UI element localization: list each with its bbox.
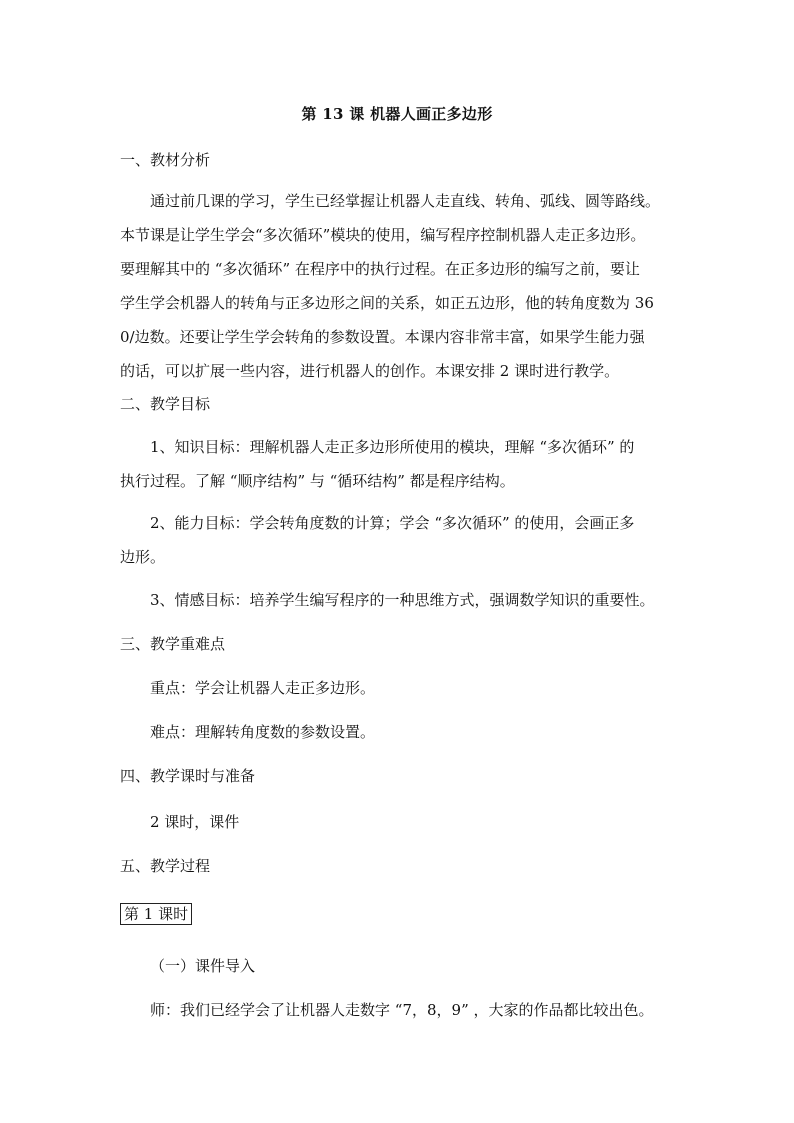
paragraph-line: 的话，可以扩展一些内容，进行机器人的创作。本课安排 2 课时进行教学。: [120, 362, 620, 380]
period-label-box: [120, 903, 192, 925]
subheading-intro: （一）课件导入: [150, 957, 256, 975]
paragraph-line: 学生学会机器人的转角与正多边形之间的关系，如正五边形，他的转角度数为 36: [120, 294, 654, 312]
goal-emotion: 3、情感目标：培养学生编写程序的一种思维方式，强调数学知识的重要性。: [150, 591, 655, 609]
paragraph-line: 要理解其中的 “多次循环” 在程序中的执行过程。在正多边形的编写之前，要让: [120, 260, 640, 278]
period-label: 第 1 课时: [120, 903, 192, 925]
goal-ability: [120, 506, 680, 574]
paragraph-line: 通过前几课的学习，学生已经掌握让机器人走直线、转角、弧线、圆等路线。: [150, 192, 661, 210]
paragraph-line: 边形。: [120, 548, 166, 566]
difficult-point: 难点：理解转角度数的参数设置。: [150, 723, 376, 741]
paragraph-line: 1、知识目标：理解机器人走正多边形所使用的模块，理解 “多次循环” 的: [150, 438, 635, 456]
teacher-line: 师：我们已经学会了让机器人走数字 “7，8，9” ，大家的作品都比较出色。: [150, 1001, 654, 1019]
paragraph-line: 0/边数。还要让学生学会转角的参数设置。本课内容非常丰富，如果学生能力强: [120, 328, 645, 346]
paragraph-line: 2、能力目标：学会转角度数的计算；学会 “多次循环” 的使用，会画正多: [150, 514, 635, 532]
key-point: 重点：学会让机器人走正多边形。: [150, 679, 376, 697]
section-heading-2: 二、教学目标: [120, 395, 211, 413]
section-heading-4: 四、教学课时与准备: [120, 767, 256, 785]
section-heading-3: 三、教学重难点: [120, 635, 226, 653]
page-title: 第 13 课 机器人画正多边形: [301, 105, 493, 123]
paragraph-line: 执行过程。了解 “顺序结构” 与 “循环结构” 都是程序结构。: [120, 472, 515, 490]
goal-knowledge: [120, 430, 680, 498]
paragraph-line: 本节课是让学生学会“多次循环”模块的使用，编写程序控制机器人走正多边形。: [120, 226, 646, 244]
analysis-paragraph: [120, 184, 680, 388]
section-heading-1: 一、教材分析: [120, 151, 211, 169]
section-heading-5: 五、教学过程: [120, 857, 211, 875]
periods-preparation: 2 课时，课件: [150, 813, 240, 831]
